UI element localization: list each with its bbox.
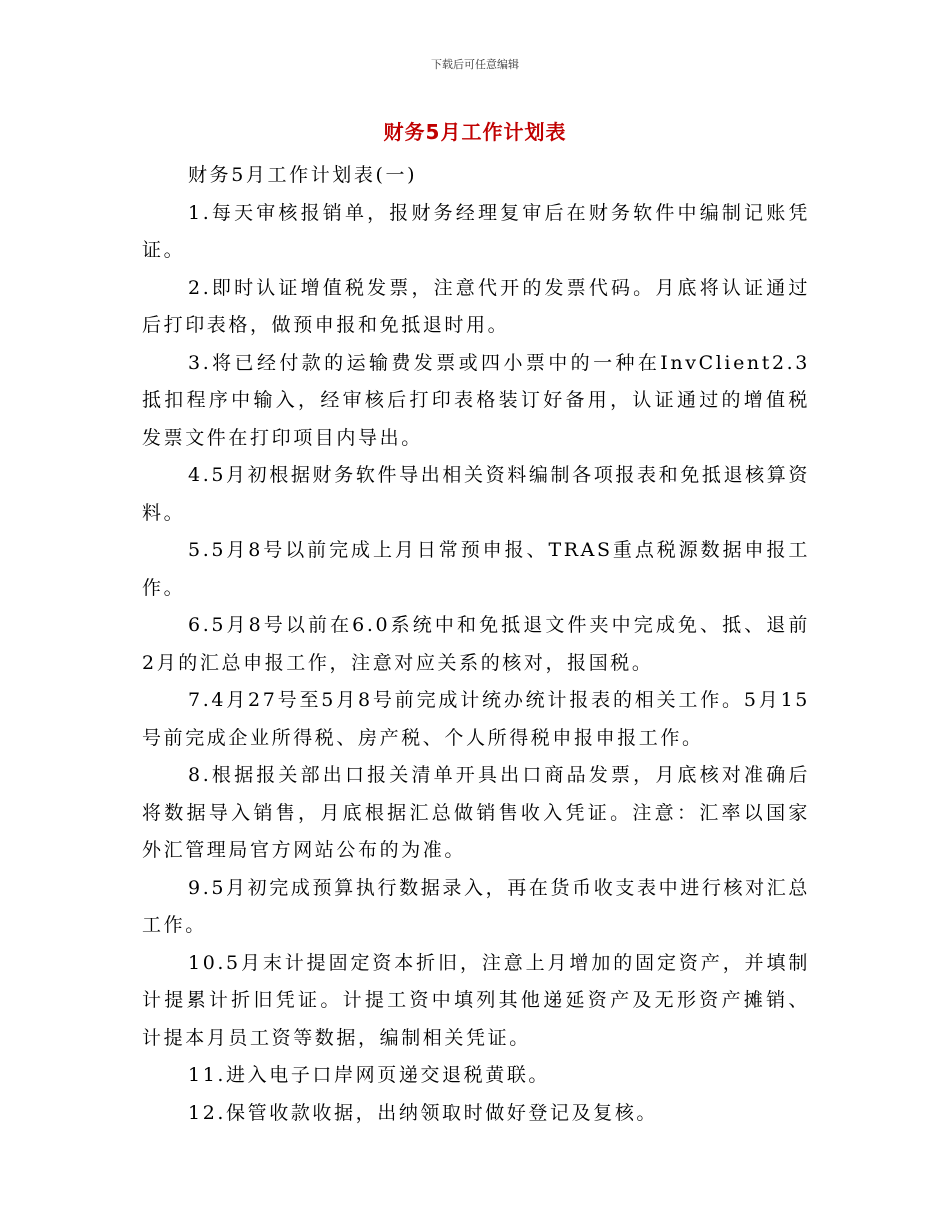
plan-item-9: 9.5月初完成预算执行数据录入，再在货币收支表中进行核对汇总工作。 [142,876,810,936]
plan-item-11: 11.进入电子口岸网页递交退税黄联。 [188,1064,551,1086]
plan-item-4: 4.5月初根据财务软件导出相关资料编制各项报表和免抵退核算资料。 [142,464,810,524]
document-subtitle: 财务5月工作计划表(一) [188,164,418,186]
plan-item-1: 1.每天审核报销单，报财务经理复审后在财务软件中编制记账凭证。 [142,201,810,261]
plan-item-3: 3.将已经付款的运输费发票或四小票中的一种在InvClient2.3抵扣程序中输入，经审核后打印表格装订好备用，认证通过的增值税发票文件在打印项目内导出。 [142,351,810,449]
document-title: 财务5月工作计划表 [383,120,567,144]
document-body [142,157,810,1132]
plan-item-7: 7.4月27号至5月8号前完成计统办统计报表的相关工作。5月15号前完成企业所得税、房产税、个人所得税申报申报工作。 [142,689,810,749]
header-note: 下载后可任意编辑 [431,58,519,71]
plan-item-8: 8.根据报关部出口报关清单开具出口商品发票，月底核对准确后将数据导入销售，月底根据汇总做销售收入凭证。注意：汇率以国家外汇管理局官方网站公布的为准。 [142,764,810,861]
plan-item-5: 5.5月8号以前完成上月日常预申报、TRAS重点税源数据申报工作。 [142,539,810,599]
plan-item-2: 2.即时认证增值税发票，注意代开的发票代码。月底将认证通过后打印表格，做预申报和免抵退时用。 [142,276,810,336]
plan-item-12: 12.保管收款收据，出纳领取时做好登记及复核。 [188,1101,659,1124]
plan-item-6: 6.5月8号以前在6.0系统中和免抵退文件夹中完成免、抵、退前2月的汇总申报工作，注意对应关系的核对，报国税。 [142,614,810,674]
plan-item-10: 10.5月末计提固定资本折旧，注意上月增加的固定资产，并填制计提累计折旧凭证。计提工资中填列其他递延资产及无形资产摊销、计提本月员工资等数据，编制相关凭证。 [142,951,810,1049]
